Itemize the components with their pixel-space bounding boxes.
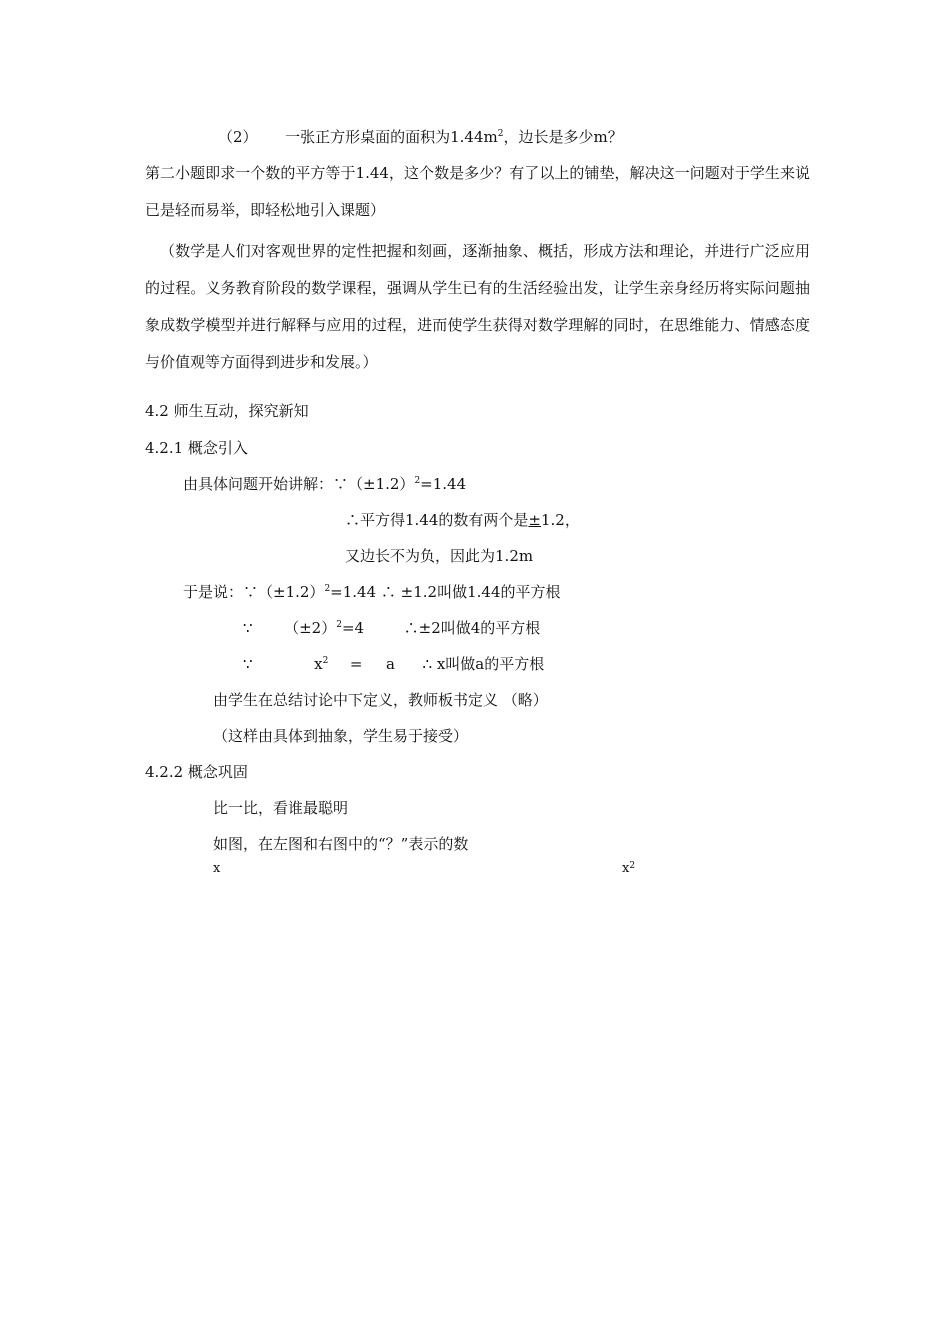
section-heading-4-2: 4.2 师生互动，探究新知 — [145, 402, 309, 420]
because-symbol: ∵ — [243, 619, 253, 637]
paragraph-explanation: 第二小题即求一个数的平方等于1.44，这个数是多少？有了以上的铺垫，解决这一问题对于学生来说已是轻而易举，即轻松地引入课题） — [145, 164, 810, 219]
example-line-2-lead: ∴平方得1.44的数有两个是 — [345, 511, 529, 529]
statement-line-2 — [243, 618, 540, 638]
example-line-2 — [345, 510, 580, 530]
variable-a: a — [386, 655, 395, 673]
statement-line-3-sup: 2 — [322, 656, 329, 666]
statement-line-1-sup: 2 — [324, 584, 331, 594]
variable-x: x — [314, 655, 323, 673]
question-number: （2） — [218, 128, 258, 146]
question-tail: ，边长是多少m？ — [503, 128, 623, 146]
statement-line-3-conclusion: ∴ x叫做a的平方根 — [422, 655, 545, 673]
definition-line: 由学生在总结讨论中下定义，教师板书定义 （略） — [213, 691, 548, 709]
example-line-2-tail: 1.2， — [540, 511, 580, 529]
statement-line-2-eq: =4 — [341, 619, 365, 637]
statement-line-1 — [183, 582, 561, 602]
example-line-3: 又边长不为负，因此为1.2m — [345, 547, 534, 565]
figure-intro-line: 如图，在左图和右图中的“？”表示的数 — [213, 835, 469, 853]
figure-right-label — [622, 859, 635, 879]
figure-right-sup: 2 — [629, 861, 636, 871]
plus-minus-sign: ± — [528, 511, 541, 529]
figure-right-var: x — [622, 861, 630, 876]
statement-line-2-conclusion: ∴±2叫做4的平方根 — [403, 619, 541, 637]
question-sup: 2 — [497, 129, 504, 139]
compare-line: 比一比，看谁最聪明 — [213, 799, 349, 817]
example-line-1-sup: 2 — [414, 476, 421, 486]
note-line: （这样由具体到抽象，学生易于接受） — [213, 727, 469, 745]
statement-line-1-tail: =1.44 ∴ ±1.2叫做1.44的平方根 — [330, 583, 561, 601]
question-text: 一张正方形桌面的面积为1.44m — [285, 128, 498, 146]
section-heading-4-2-1: 4.2.1 概念引入 — [145, 439, 248, 457]
question-2 — [218, 127, 623, 147]
paragraph-math-philosophy: （数学是人们对客观世界的定性把握和刻画，逐渐抽象、概括，形成方法和理论，并进行广泛应用的过程。义务教育阶段的数学课程，强调从学生已有的生活经验出发，让学生亲身经历将实际问题抽象成数学模型并进行解释与应用的过程，进而使学生获得对数学理解的同时，在思维能力、情感态度与价值观等方面得到进步和发展。） — [145, 242, 810, 371]
equals-sign: = — [349, 655, 363, 673]
because-symbol: ∵ — [243, 655, 253, 673]
statement-line-1-lead: 于是说：∵（±1.2） — [183, 583, 325, 601]
example-line-1-lead: 由具体问题开始讲解：∵（±1.2） — [183, 475, 415, 493]
statement-line-3 — [243, 654, 544, 674]
statement-line-2-expr: （±2） — [284, 619, 337, 637]
section-heading-4-2-2: 4.2.2 概念巩固 — [145, 763, 248, 781]
statement-line-2-sup: 2 — [336, 620, 342, 630]
figure-left-label: x — [213, 861, 221, 876]
example-line-1 — [183, 474, 466, 494]
example-line-1-tail: =1.44 — [420, 475, 467, 493]
